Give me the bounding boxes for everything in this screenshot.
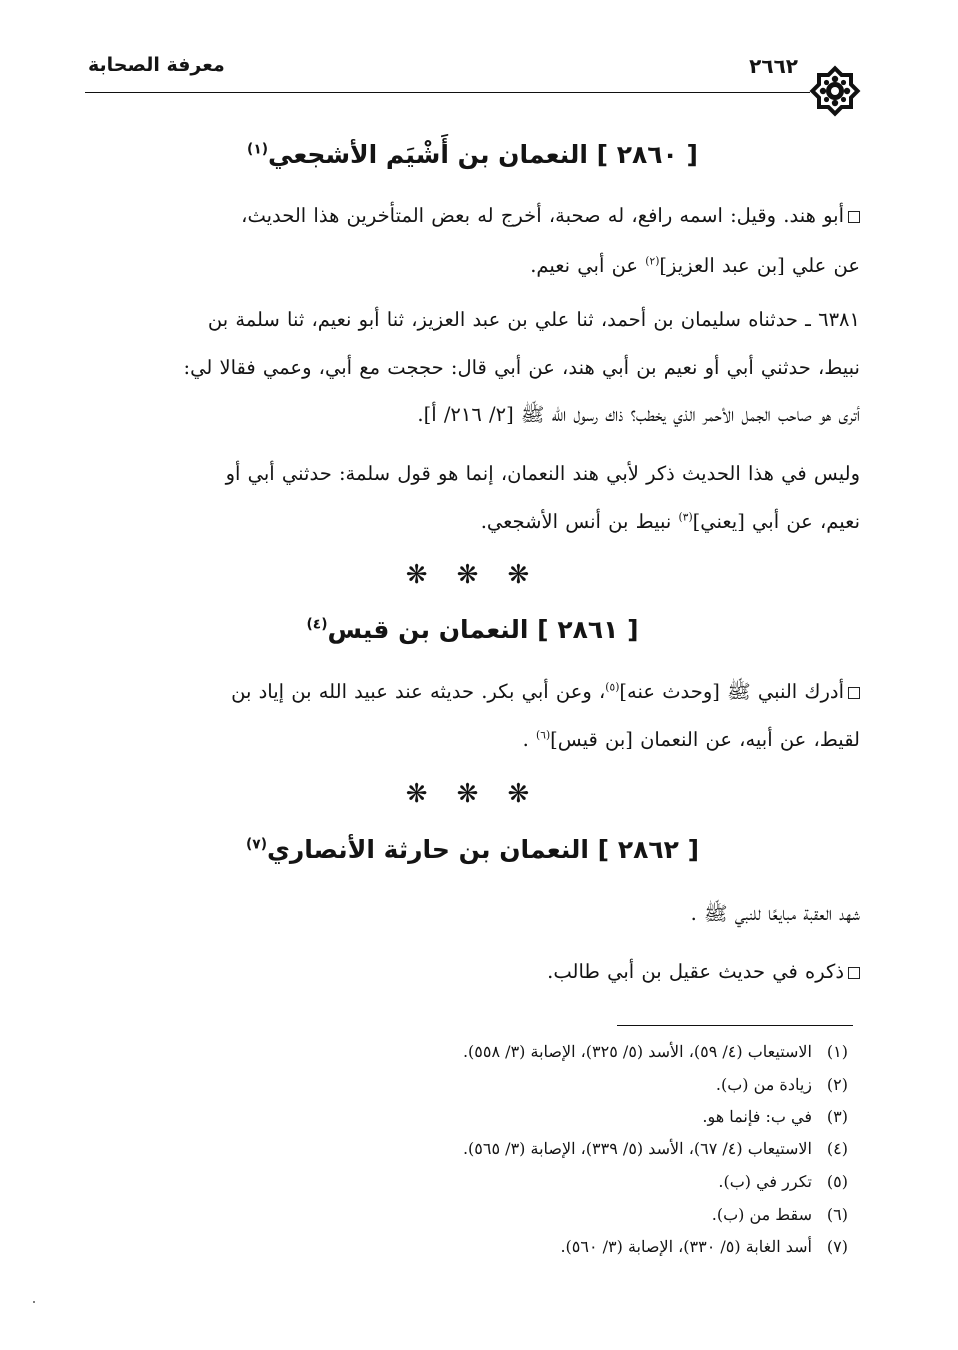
line-text: نبيط، حدثني أبي أو نعيم بن أبي هند، عن أبي قال: حججت مع أبي، وعمي فقالا لي:	[183, 356, 860, 379]
entry-heading-text: [ ٢٨٦٢ ] النعمان بن حارثة الأنصاري	[266, 835, 700, 864]
page-number: ٢٦٦٢	[749, 54, 798, 78]
section-separator: ❋ ❋ ❋	[405, 560, 540, 590]
paragraph-line	[231, 680, 860, 708]
scan-speck	[33, 1301, 35, 1303]
paragraph-line	[208, 308, 860, 331]
footnote	[463, 1042, 848, 1061]
paragraph-marker-icon	[848, 687, 860, 699]
line-text: شهد العقبة مبايعًا للنبي ﷺ .	[690, 902, 860, 925]
footnote	[718, 1172, 848, 1191]
footnote	[712, 1205, 848, 1224]
paragraph-marker-icon	[848, 211, 860, 223]
entry-heading-2862	[85, 835, 860, 864]
paragraph-line	[547, 960, 860, 983]
footnote-text: الاستيعاب (٤/ ٥٩)، الأسد (٥/ ٣٢٥)، الإصابة (٣/ ٥٥٨).	[462, 1042, 812, 1061]
footnote-ref: (٤)	[306, 616, 328, 633]
footnote-number: (٢)	[826, 1075, 848, 1094]
footnote	[560, 1237, 848, 1256]
footnote-ref: (٢)	[645, 254, 660, 268]
paragraph-line	[530, 254, 860, 277]
footnote-number: (٣)	[826, 1107, 848, 1126]
footnote-text: زيادة من (ب).	[715, 1075, 812, 1094]
footnote-number: (٦)	[826, 1205, 848, 1224]
footnote-ref: (٦)	[536, 728, 551, 742]
line-text: أبو هند. وقيل: اسمه رافع، له صحبة، أخرج له بعض المتأخرين هذا الحديث،	[241, 204, 844, 227]
header-rule	[85, 92, 810, 93]
paragraph-line	[184, 356, 861, 379]
paragraph-line	[417, 403, 860, 431]
entry-heading-2860	[85, 140, 860, 169]
footnote-text: تكرر في (ب).	[718, 1172, 812, 1191]
line-text: نعيم، عن أبي [يعني]	[692, 510, 860, 533]
paragraph-line	[523, 728, 860, 751]
line-text: عن علي [بن عبد العزيز]	[659, 254, 860, 277]
line-text: وليس في هذا الحديث ذكر لأبي هند النعمان، إنما هو قول سلمة: حدثني أبي أو	[225, 462, 860, 485]
line-text: ، وعن أبي بكر. حديثه عند عبيد الله بن إياد بن	[231, 680, 606, 703]
footnote-number: (٤)	[826, 1139, 848, 1158]
footnote-text: سقط من (ب).	[711, 1205, 812, 1224]
line-text: أترى هو صاحب الجمل الأحمر الذي يخطب؟ ذاك رسول الله ﷺ [٢/ ٢١٦/ أ].	[417, 403, 860, 426]
paragraph-line	[691, 902, 860, 930]
entry-heading-text: [ ٢٨٦١ ] النعمان بن قيس	[327, 615, 639, 644]
footnote-number: (٧)	[826, 1237, 848, 1256]
footnote-number: (١)	[826, 1042, 848, 1061]
line-text: ذكره في حديث عقيل بن أبي طالب.	[547, 960, 844, 983]
running-title: معرفة الصحابة	[88, 54, 225, 76]
octagram-ornament-icon	[806, 62, 864, 120]
footnote-rule	[617, 1025, 853, 1026]
footnote-ref: (٥)	[605, 680, 620, 694]
section-separator: ❋ ❋ ❋	[405, 779, 540, 809]
paragraph-line	[226, 462, 860, 485]
footnote	[716, 1075, 848, 1094]
paragraph-marker-icon	[848, 967, 860, 979]
footnote	[463, 1139, 848, 1158]
footnote-ref: (٧)	[245, 836, 267, 853]
footnote-text: في ب: فإنما هو.	[702, 1107, 812, 1126]
footnote-ref: (٣)	[678, 510, 693, 524]
footnote-ref: (١)	[247, 141, 269, 158]
paragraph-line	[481, 510, 860, 533]
footnote	[702, 1107, 848, 1126]
line-text: أدرك النبي ﷺ [وحدث عنه]	[619, 680, 844, 703]
entry-heading-2861	[85, 615, 860, 644]
line-text: نبيط بن أنس الأشجعي.	[480, 510, 679, 533]
footnote-number: (٥)	[826, 1172, 848, 1191]
footnote-text: أسد الغابة (٥/ ٣٣٠)، الإصابة (٣/ ٥٦٠).	[560, 1237, 812, 1256]
line-text: لقيط، عن أبيه، عن النعمان [بن قيس]	[550, 728, 860, 751]
line-text: عن أبي نعيم.	[530, 254, 646, 277]
paragraph-line	[241, 204, 860, 227]
line-text: .	[522, 728, 536, 751]
entry-heading-text: [ ٢٨٦٠ ] النعمان بن أَشْيَم الأشجعي	[268, 140, 698, 169]
footnote-text: الاستيعاب (٤/ ٦٧)، الأسد (٥/ ٣٣٩)، الإصابة (٣/ ٥٦٥).	[462, 1139, 812, 1158]
line-text: ٦٣٨١ ـ حدثناه سليمان بن أحمد، ثنا علي بن عبد العزيز، ثنا أبو نعيم، ثنا سلمة بن	[207, 308, 860, 331]
